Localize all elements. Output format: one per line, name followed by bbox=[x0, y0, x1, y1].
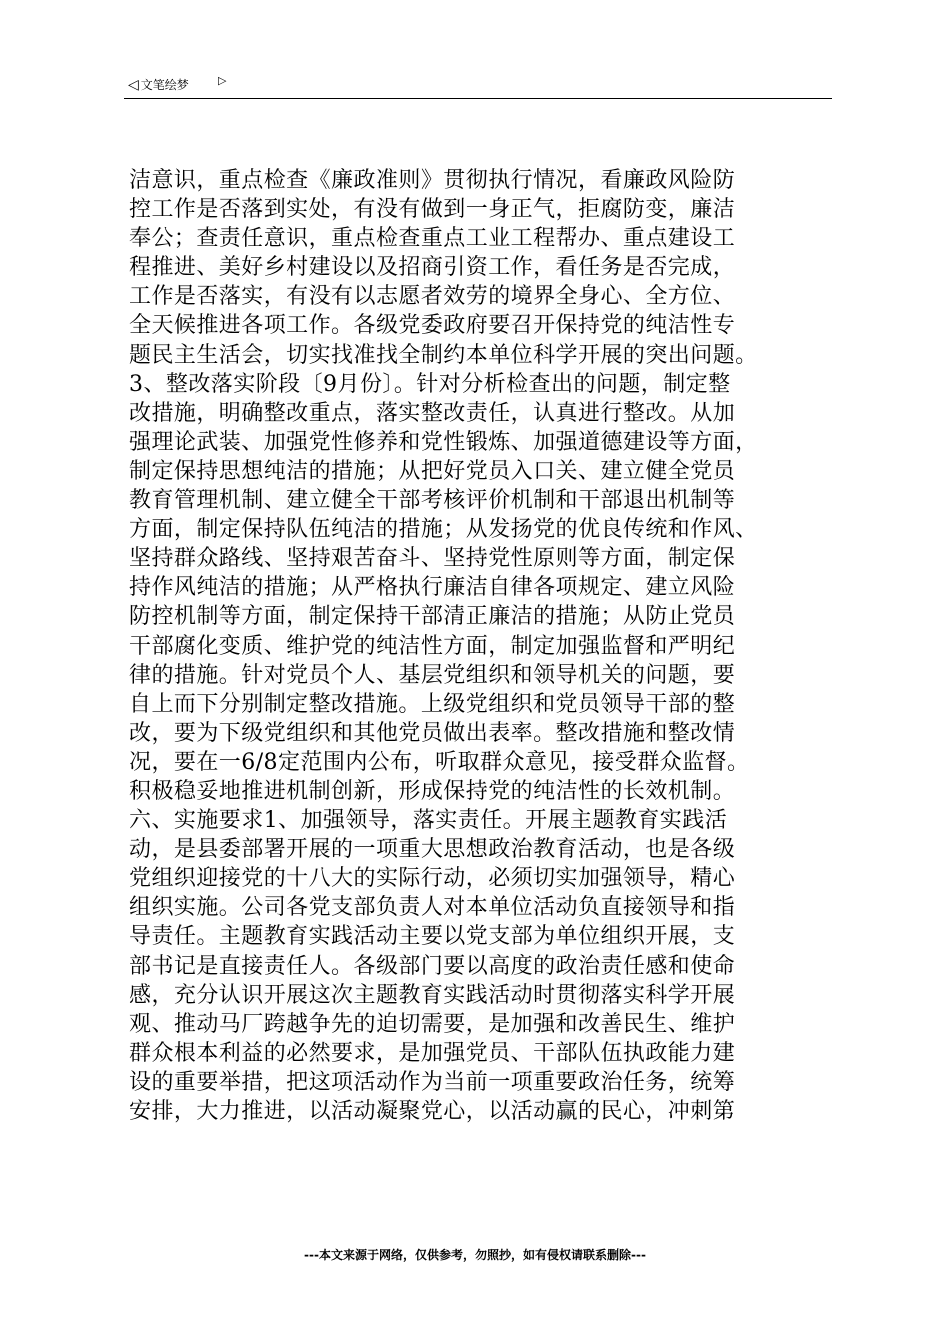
body-text-line: 奉公；查责任意识，重点检查重点工业工程帮办、重点建设工 bbox=[129, 226, 736, 252]
body-text-line: 全天候推进各项工作。各级党委政府要召开保持党的纯洁性专 bbox=[129, 313, 736, 339]
body-text-line: 制定保持思想纯洁的措施；从把好党员入口关、建立健全党员 bbox=[129, 458, 736, 484]
body-text-line: 3、整改落实阶段〔9月份〕。针对分析检查出的问题，制定整 bbox=[129, 371, 731, 397]
right-triangle-icon: ▷ bbox=[218, 74, 227, 87]
body-text-line: 动，是县委部署开展的一项重大思想政治教育活动，也是各级 bbox=[129, 837, 736, 863]
body-text-line: 控工作是否落到实处，有没有做到一身正气，拒腐防变，廉洁 bbox=[129, 197, 736, 223]
body-text-line: 安排，大力推进，以活动凝聚党心，以活动赢的民心，冲刺第 bbox=[129, 1099, 736, 1124]
body-text-line: 感，充分认识开展这次主题教育实践活动时贯彻落实科学开展 bbox=[129, 982, 736, 1008]
body-text-line: 强理论武装、加强党性修养和党性锻炼、加强道德建设等方面， bbox=[129, 429, 758, 455]
body-text-line: 教育管理机制、建立健全干部考核评价机制和干部退出机制等 bbox=[129, 488, 736, 514]
body-text-line: 自上而下分别制定整改措施。上级党组织和党员领导干部的整 bbox=[129, 691, 736, 717]
header-brand bbox=[128, 76, 189, 93]
body-text-line: 律的措施。针对党员个人、基层党组织和领导机关的问题，要 bbox=[129, 662, 736, 688]
body-text-line: 程推进、美好乡村建设以及招商引资工作，看任务是否完成， bbox=[129, 255, 736, 281]
body-text-line: 六、实施要求1、加强领导，落实责任。开展主题教育实践活 bbox=[129, 808, 728, 834]
body-text-line: 洁意识，重点检查《廉政准则》贯彻执行情况，看廉政风险防 bbox=[129, 168, 736, 193]
header-title: 文笔绘梦 bbox=[140, 78, 189, 92]
body-text-line: 况，要在一6/8定范围内公布，听取群众意见，接受群众监督。 bbox=[129, 749, 750, 775]
body-text-line: 群众根本利益的必然要求，是加强党员、干部队伍执政能力建 bbox=[129, 1040, 736, 1066]
body-text-line: 题民主生活会，切实找准找全制约本单位科学开展的突出问题。 bbox=[129, 342, 758, 368]
body-text-line: 积极稳妥地推进机制创新，形成保持党的纯洁性的长效机制。 bbox=[129, 778, 736, 804]
body-text-line: 防控机制等方面，制定保持干部清正廉洁的措施；从防止党员 bbox=[129, 604, 736, 630]
body-text-line: 干部腐化变质、维护党的纯洁性方面，制定加强监督和严明纪 bbox=[129, 633, 736, 659]
body-text-line: 部书记是直接责任人。各级部门要以高度的政治责任感和使命 bbox=[129, 953, 736, 979]
body-text-line: 方面，制定保持队伍纯洁的措施；从发扬党的优良传统和作风、 bbox=[129, 517, 758, 543]
body-text-line: 导责任。主题教育实践活动主要以党支部为单位组织开展，支 bbox=[129, 924, 736, 950]
body-text-line: 持作风纯洁的措施；从严格执行廉洁自律各项规定、建立风险 bbox=[129, 575, 736, 601]
footer-disclaimer: ---本文来源于网络，仅供参考，勿照抄，如有侵权请联系删除--- bbox=[304, 1248, 646, 1262]
body-text-line: 改措施，明确整改重点，落实整改责任，认真进行整改。从加 bbox=[129, 400, 736, 426]
left-triangle-icon: ◁ bbox=[128, 77, 139, 93]
body-text-line: 组织实施。公司各党支部负责人对本单位活动负直接领导和指 bbox=[129, 895, 736, 921]
body-text-line: 坚持群众路线、坚持艰苦奋斗、坚持党性原则等方面，制定保 bbox=[129, 546, 736, 572]
body-text-line: 工作是否落实，有没有以志愿者效劳的境界全身心、全方位、 bbox=[129, 284, 736, 310]
body-text-line: 党组织迎接党的十八大的实际行动，必须切实加强领导，精心 bbox=[129, 866, 736, 892]
body-text-line: 观、推动马厂跨越争先的迫切需要，是加强和改善民生、维护 bbox=[129, 1011, 736, 1037]
page-header bbox=[124, 72, 832, 99]
body-text-line: 改，要为下级党组织和其他党员做出表率。整改措施和整改情 bbox=[129, 720, 736, 746]
body-text-line: 设的重要举措，把这项活动作为当前一项重要政治任务，统筹 bbox=[129, 1069, 736, 1095]
document-body bbox=[129, 166, 834, 1126]
